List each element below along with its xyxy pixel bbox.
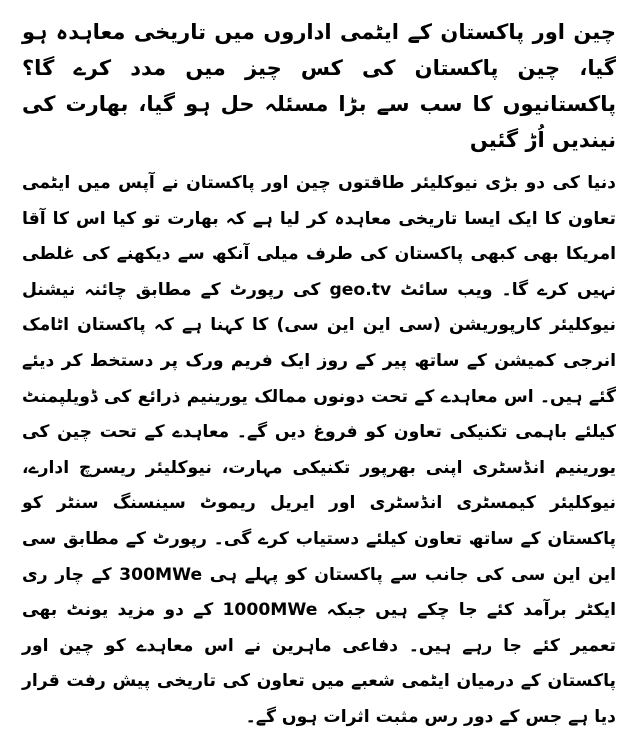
article-headline: چین اور پاکستان کے ایٹمی اداروں میں تاریخی معاہدہ ہو گیا، چین پاکستان کی کس چیز میں مدد کرے گا؟ پاکستانیوں کا سب سے بڑا مسئلہ حل ہو گیا، بھارت کی نیندیں اُڑ گئیں <box>22 20 616 152</box>
article-body: دنیا کی دو بڑی نیوکلیئر طاقتوں چین اور پاکستان نے آپس میں ایٹمی تعاون کا ایک ایسا تاریخی معاہدہ کر لیا ہے کہ بھارت تو کیا اس کا آقا امریکا بھی کبھی پاکستان کی طرف میلی آنکھ سے دیکھنے کی غلطی نہیں کرے گا۔ ویب سائٹ geo.tv کی رپورٹ کے مطابق چائنہ نیشنل نیوکلیئر کارپوریشن (سی این این سی) کا کہنا ہے کہ پاکستان اٹامک انرجی کمیشن کے ساتھ پیر کے روز ایک فریم ورک پر دستخط کر دیئے گئے ہیں۔ اس معاہدے کے تحت دونوں ممالک یورینیم ذرائع کی ڈویلپمنٹ کیلئے باہمی تکنیکی تعاون کو فروغ دیں گے۔ معاہدے کے تحت چین کی یورینیم انڈسٹری اپنی بھرپور تکنیکی مہارت، نیوکلیئر ریسرچ ادارے، نیوکلیئر کیمسٹری انڈسٹری اور ایریل ریموٹ سینسنگ سنٹر کو پاکستان کے ساتھ تعاون کیلئے دستیاب کرے گی۔ رپورٹ کے مطابق سی این این سی کی جانب سے پاکستان کو پہلے ہی 300MWe کے چار ری ایکٹر برآمد کئے جا چکے ہیں جبکہ 1000MWe کے دو مزید یونٹ بھی تعمیر کئے جا رہے ہیں۔ دفاعی ماہرین نے اس معاہدے کو چین اور پاکستان کے درمیان ایٹمی شعبے میں تعاون کی تاریخی پیش رفت قرار دیا ہے جس کے دور رس مثبت اثرات ہوں گے۔ <box>22 173 617 727</box>
